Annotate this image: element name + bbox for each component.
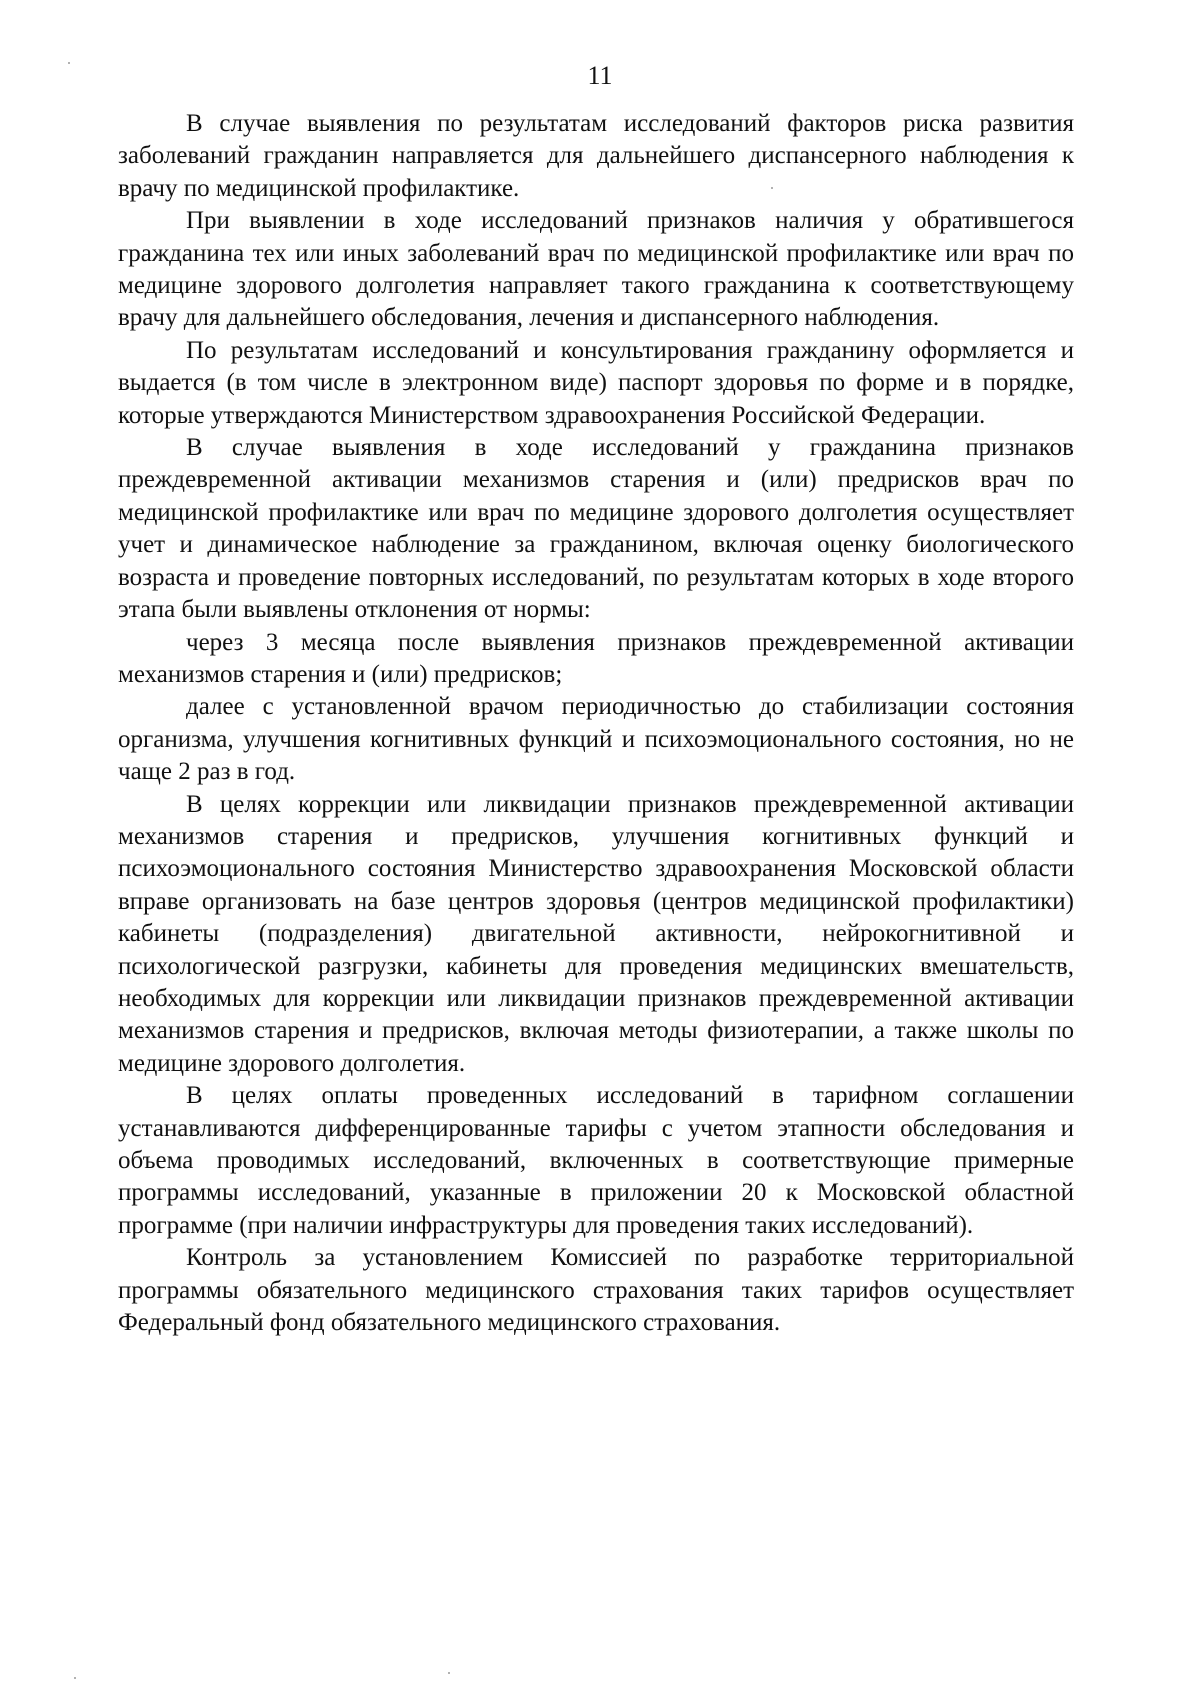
paragraph-aging-monitoring: В случае выявления в ходе исследований у гражданина признаков преждевременной активации механизмов старения и (или) предрисков врач по медицинской профилактике или врач по медицине здорового долголетия осуществляет учет и динамическое наблюдение за гражданином, включая оценку биологического возраста и проведение повторных исследований, по результатам которых в ходе второго этапа были выявлены отклонения от нормы:: [118, 434, 1074, 624]
paragraph-risk-factors: В случае выявления по результатам исследований факторов риска развития заболеваний гражданин направляется для дальнейшего диспансерного наблюдения к врачу по медицинской профилактике.: [118, 110, 1074, 202]
paragraph-disease-referral: При выявлении в ходе исследований признаков наличия у обратившегося гражданина тех или иных заболеваний врач по медицинской профилактике или врач по медицине здорового долголетия направляет такого гражданина к соответствующему врачу для дальнейшего обследования, лечения и диспансерного наблюдения.: [118, 207, 1074, 332]
scan-speck: [74, 1677, 76, 1679]
paragraph-periodicity: далее с установленной врачом периодичностью до стабилизации состояния организма, улучшения когнитивных функций и психоэмоционального состояния, но не чаще 2 раз в год.: [118, 693, 1074, 786]
document-body: [118, 108, 1074, 1339]
page-number: 11: [587, 61, 613, 90]
paragraph-correction-offices: В целях коррекции или ликвидации признаков преждевременной активации механизмов старения и предрисков, улучшения когнитивных функций и психоэмоционального состояния Министерство здравоохранения Московской области вправе организовать на базе центров здоровья (центров медицинской профилактики) кабинеты (подразделения) двигательной активности, нейрокогнитивной и психологической разгрузки, кабинеты для проведения медицинских вмешательств, необходимых для коррекции или ликвидации признаков преждевременной активации механизмов старения и предрисков, включая методы физиотерапии, а также школы по медицине здорового долголетия.: [118, 790, 1074, 1077]
paragraph-three-months: через 3 месяца после выявления признаков преждевременной активации механизмов старения и (или) предрисков;: [118, 628, 1074, 688]
scan-speck: [448, 1672, 450, 1674]
scan-speck: [771, 187, 773, 189]
paragraph-control: Контроль за установлением Комиссией по разработке территориальной программы обязательного медицинского страхования таких тарифов осуществляет Федеральный фонд обязательного медицинского страхования.: [118, 1244, 1074, 1337]
paragraph-tariffs: В целях оплаты проведенных исследований в тарифном соглашении устанавливаются дифференцированные тарифы с учетом этапности обследования и объема проводимых исследований, включенных в соответствующие примерные программы исследований, указанные в приложении 20 к Московской областной программе (при наличии инфраструктуры для проведения таких исследований).: [118, 1082, 1074, 1239]
scan-speck: [68, 62, 70, 64]
paragraph-health-passport: По результатам исследований и консультирования гражданину оформляется и выдается (в том числе в электронном виде) паспорт здоровья по форме и в порядке, которые утверждаются Министерством здравоохранения Российской Федерации.: [118, 336, 1074, 429]
